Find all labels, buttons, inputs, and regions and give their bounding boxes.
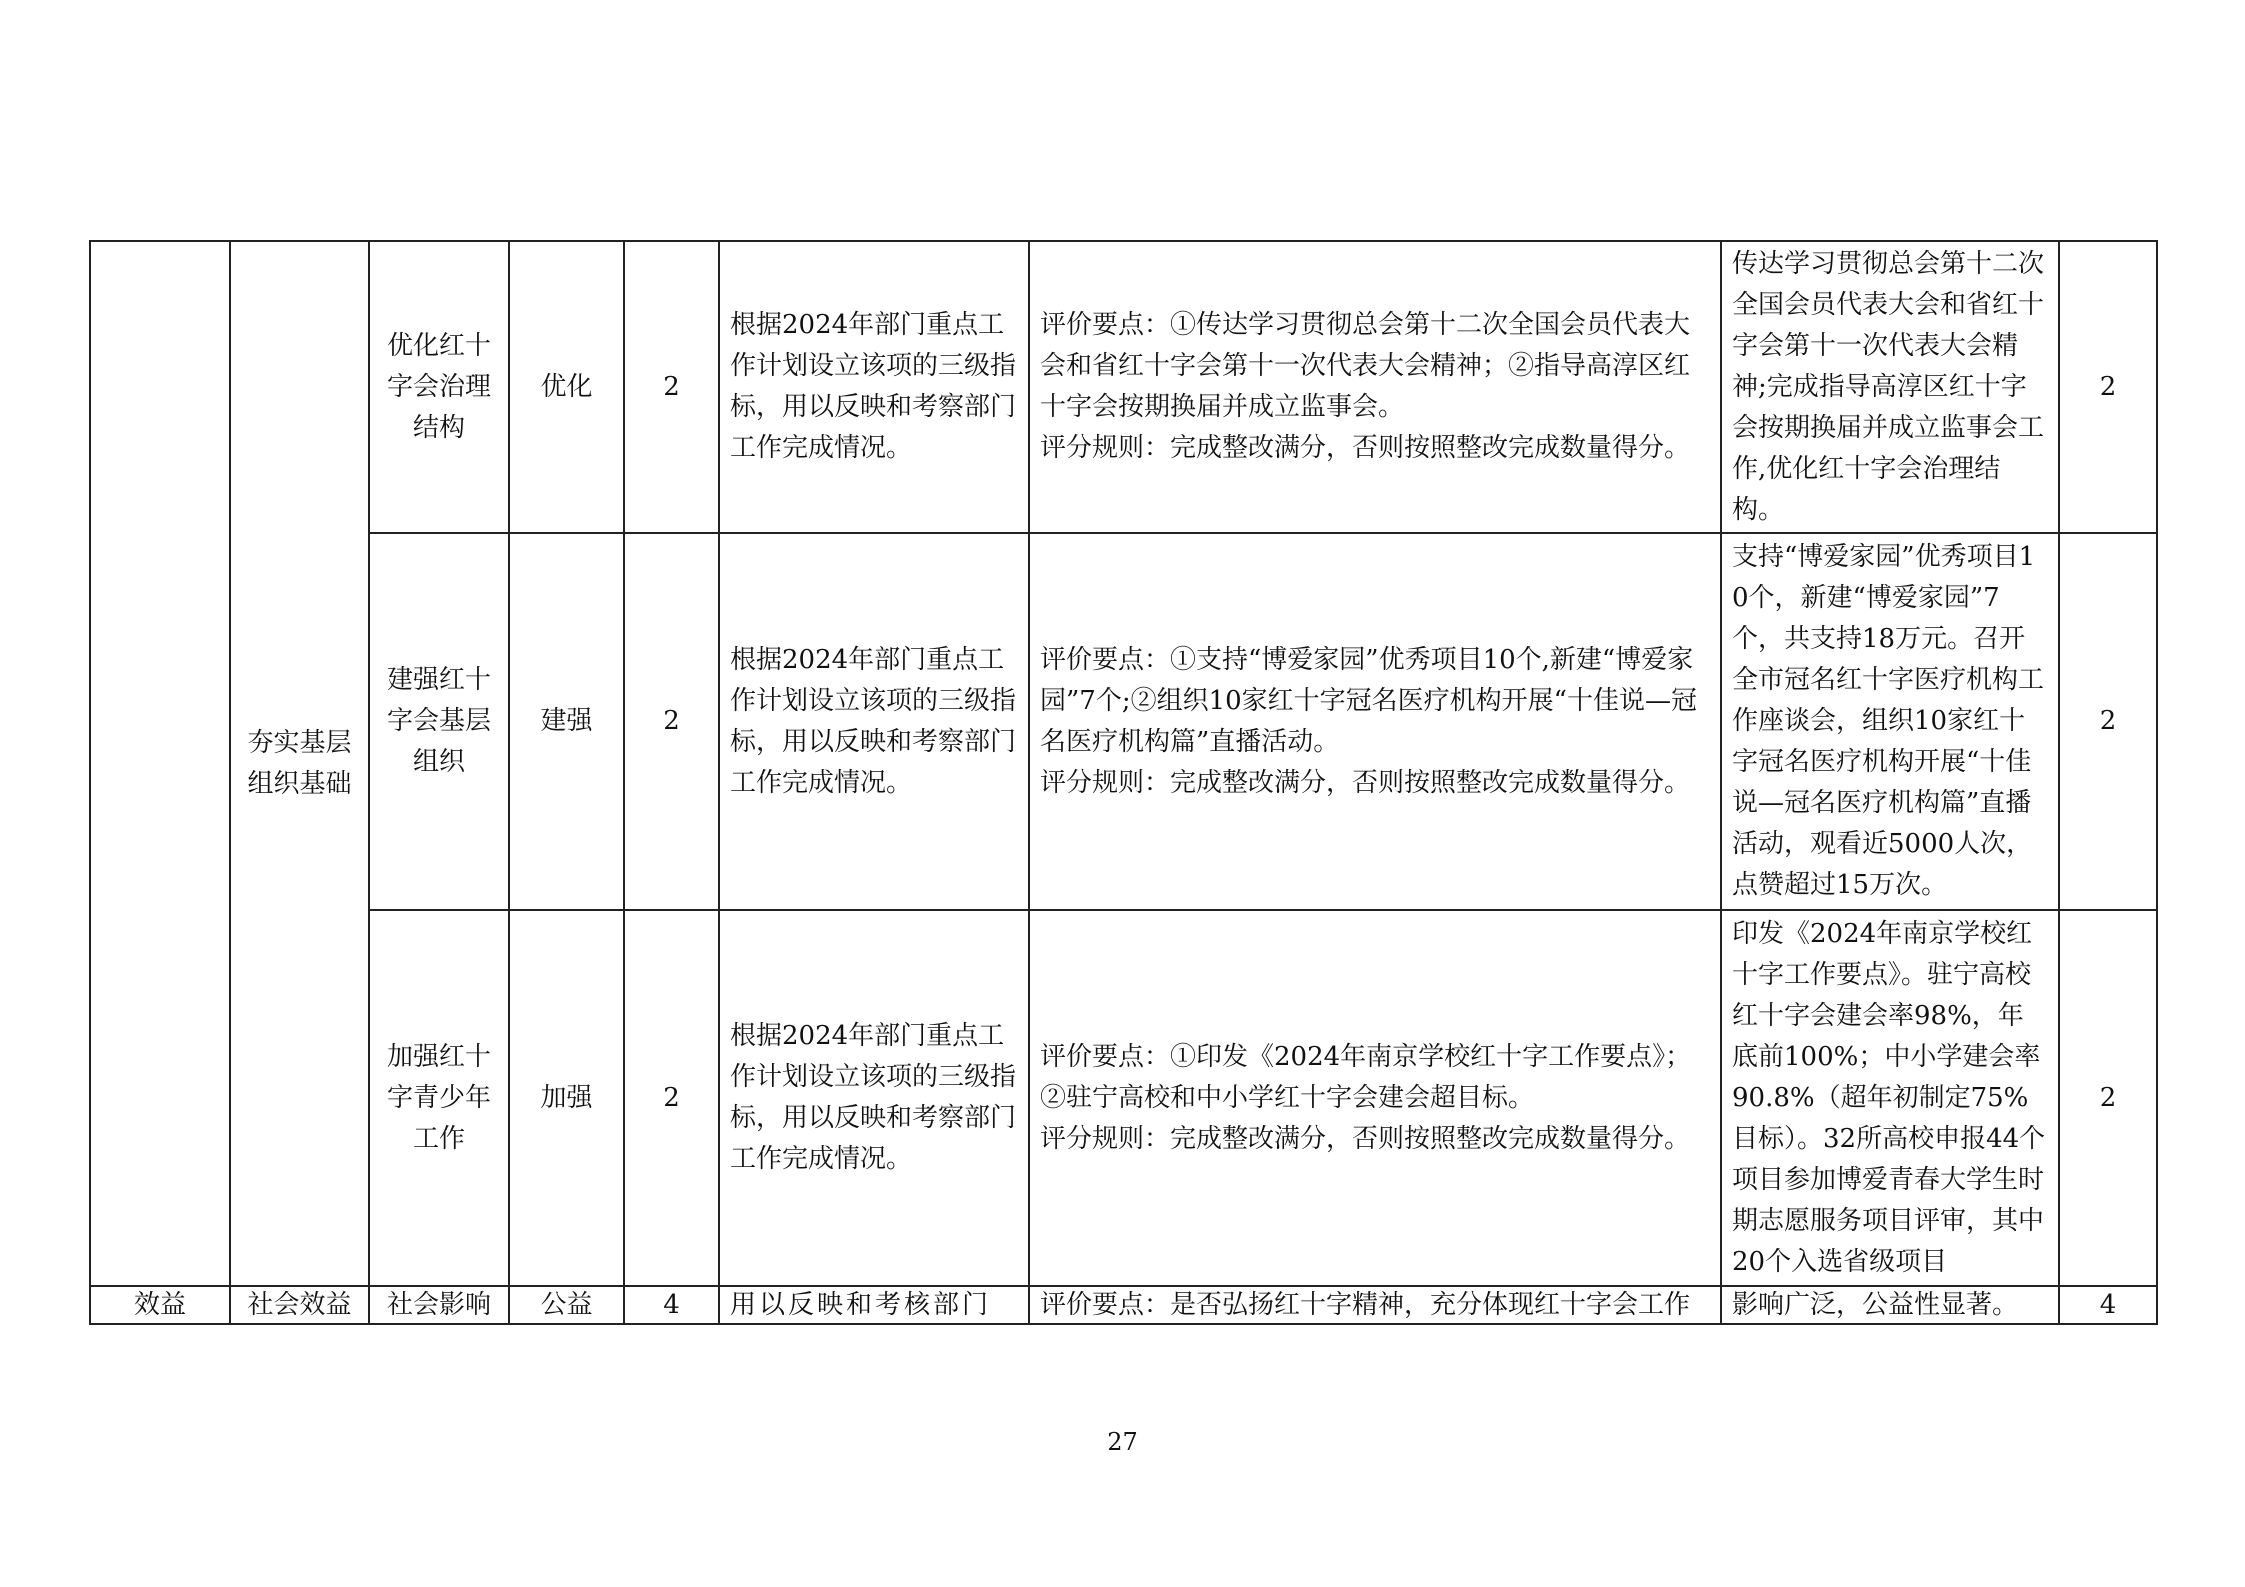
indicator-cell: 建强 xyxy=(509,533,624,910)
description-cell: 根据2024年部门重点工作计划设立该项的三级指标，用以反映和考察部门工作完成情况。 xyxy=(719,533,1029,910)
evaluation-cell xyxy=(1029,910,1721,1286)
result-cell: 传达学习贯彻总会第十二次全国会员代表大会和省红十字会第十一次代表大会精神;完成指导高淳区红十字会按期换届并成立监事会工作,优化红十字会治理结构。 xyxy=(1721,241,2059,533)
level1-cell: 效益 xyxy=(90,1286,230,1324)
key-points-text: 评价要点：①传达学习贯彻总会第十二次全国会员代表大会和省红十字会第十一次代表大会精神；②指导高淳区红十字会按期换届并成立监事会。 xyxy=(1040,310,1691,422)
group-label-cell: 夯实基层组织基础 xyxy=(230,241,369,1286)
scoring-rule-text: 评分规则：完成整改满分，否则按照整改完成数量得分。 xyxy=(1040,1123,1691,1154)
scoring-rule-text: 评分规则：完成整改满分，否则按照整改完成数量得分。 xyxy=(1040,433,1691,463)
description-cell: 根据2024年部门重点工作计划设立该项的三级指标，用以反映和考察部门工作完成情况。 xyxy=(719,241,1029,533)
score-cell: 2 xyxy=(624,910,719,1286)
score-cell: 2 xyxy=(624,533,719,910)
final-score-cell: 4 xyxy=(2059,1286,2157,1324)
level3-cell: 社会影响 xyxy=(369,1286,509,1324)
level1-cell-empty xyxy=(90,241,230,1286)
index-cell: 加强红十字青少年工作 xyxy=(369,910,509,1286)
indicator-cell: 公益 xyxy=(509,1286,624,1324)
level2-cell: 社会效益 xyxy=(230,1286,369,1324)
result-cell: 影响广泛，公益性显著。 xyxy=(1721,1286,2059,1324)
score-cell: 4 xyxy=(624,1286,719,1324)
performance-evaluation-table xyxy=(89,240,2158,1325)
indicator-cell: 加强 xyxy=(509,910,624,1286)
scoring-rule-text: 评分规则：完成整改满分，否则按照整改完成数量得分。 xyxy=(1040,767,1691,798)
key-points-text: 评价要点：①印发《2024年南京学校红十字工作要点》；②驻宁高校和中小学红十字会建会超目标。 xyxy=(1040,1041,1692,1113)
table-row xyxy=(90,1286,2157,1324)
evaluation-cell xyxy=(1029,241,1721,533)
key-points-text: 评价要点：①支持“博爱家园”优秀项目10个,新建“博爱家园”7个;②组织10家红十字冠名医疗机构开展“十佳说—冠名医疗机构篇”直播活动。 xyxy=(1040,644,1697,757)
table-row xyxy=(90,241,2157,533)
score-cell: 2 xyxy=(624,241,719,533)
final-score-cell: 2 xyxy=(2059,241,2157,533)
final-score-cell: 2 xyxy=(2059,533,2157,910)
description-cell: 根据2024年部门重点工作计划设立该项的三级指标，用以反映和考察部门工作完成情况。 xyxy=(719,910,1029,1286)
description-cell: 用以反映和考核部门 xyxy=(719,1286,1029,1324)
result-cell: 支持“博爱家园”优秀项目10个，新建“博爱家园”7个，共支持18万元。召开全市冠名红十字医疗机构工作座谈会，组织10家红十字冠名医疗机构开展“十佳说—冠名医疗机构篇”直播活动，观看近5000人次，点赞超过15万次。 xyxy=(1721,533,2059,910)
index-cell: 优化红十字会治理结构 xyxy=(369,241,509,533)
page-number: 27 xyxy=(1107,1428,1138,1456)
indicator-cell: 优化 xyxy=(509,241,624,533)
evaluation-cell xyxy=(1029,533,1721,910)
index-cell: 建强红十字会基层组织 xyxy=(369,533,509,910)
table-row xyxy=(90,910,2157,1286)
key-points-cell: 评价要点：是否弘扬红十字精神，充分体现红十字会工作 xyxy=(1029,1286,1721,1324)
table-row xyxy=(90,533,2157,910)
result-cell: 印发《2024年南京学校红十字工作要点》。驻宁高校红十字会建会率98%，年底前100%；中小学建会率90.8%（超年初制定75%目标）。32所高校申报44个项目参加博爱青春大学生时期志愿服务项目评审，其中20个入选省级项目 xyxy=(1721,910,2059,1286)
final-score-cell: 2 xyxy=(2059,910,2157,1286)
